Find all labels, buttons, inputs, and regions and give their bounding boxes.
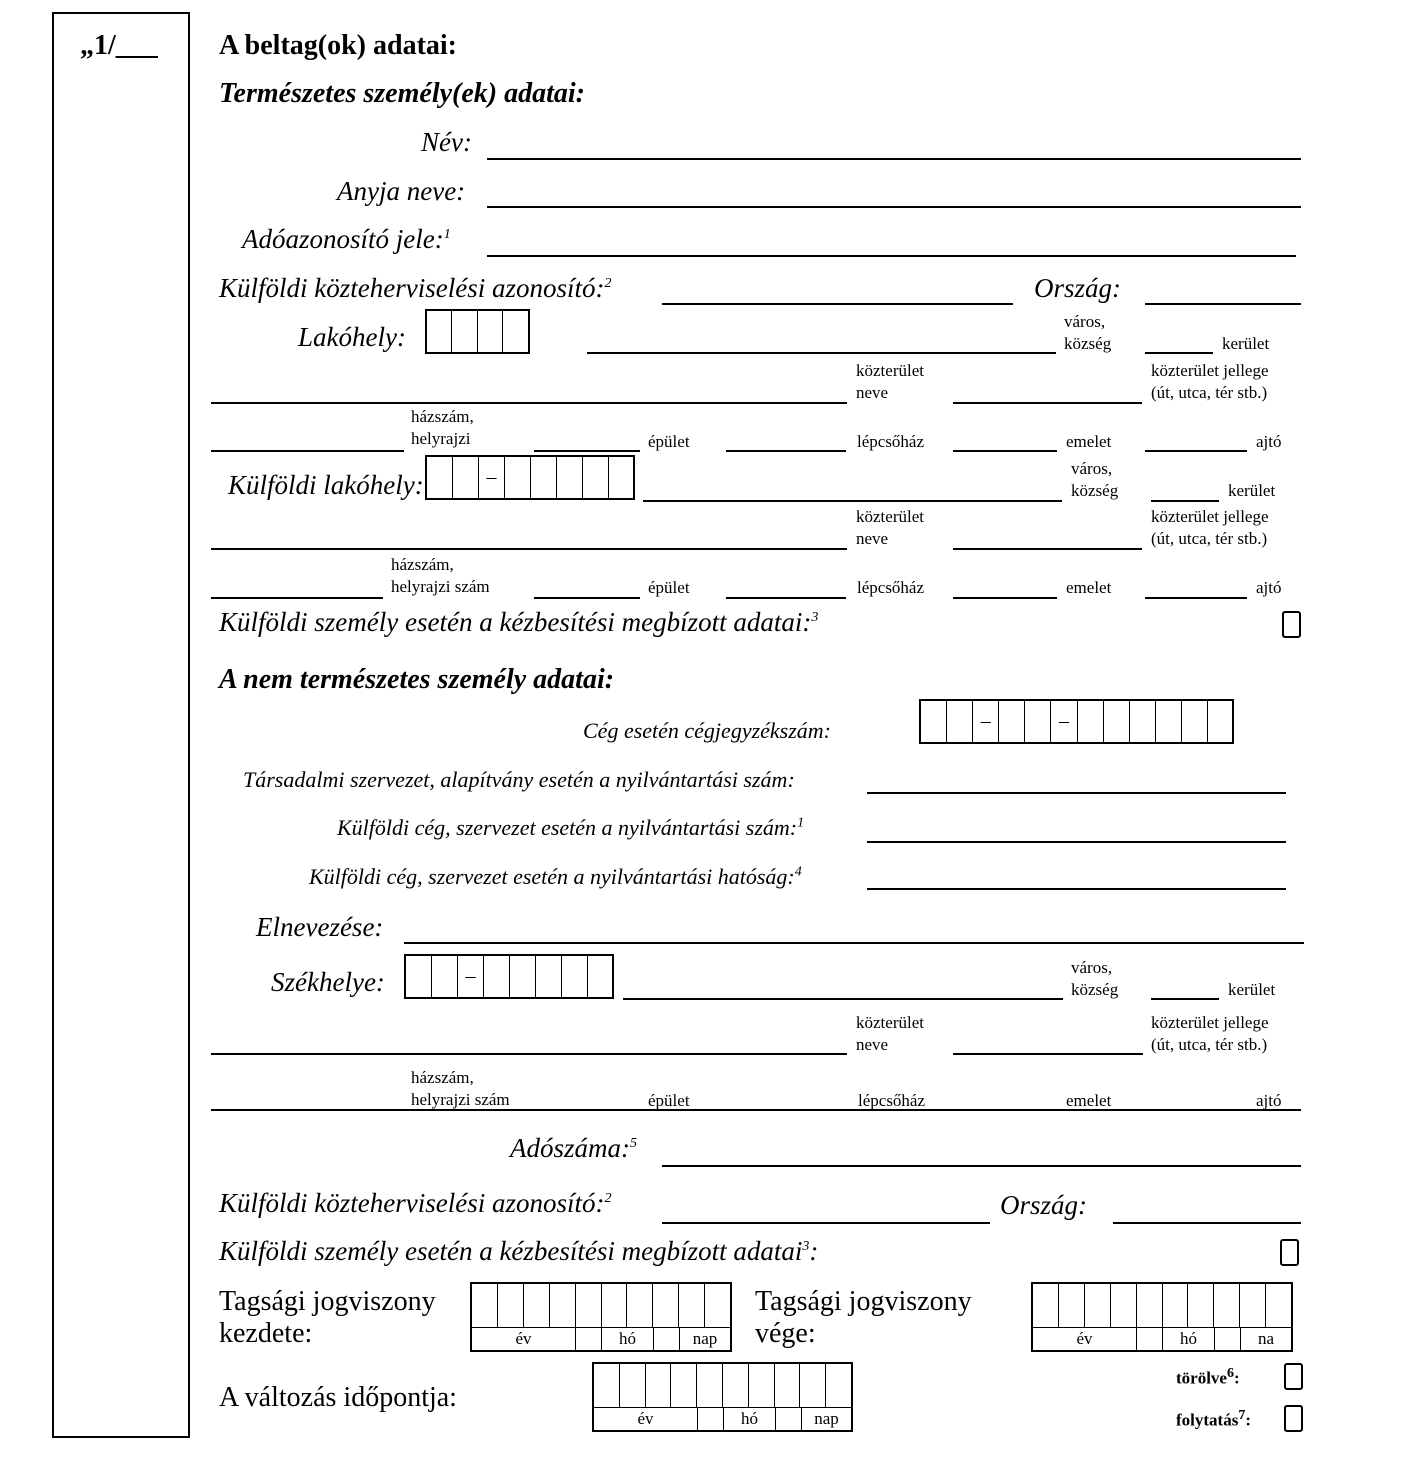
reg-cell[interactable] xyxy=(1208,701,1232,742)
postcode-dash-cell: – xyxy=(458,956,484,997)
foreign-district-field[interactable] xyxy=(1151,500,1219,502)
country-label: Ország: xyxy=(1034,273,1122,303)
residence-street-type-field[interactable] xyxy=(953,402,1142,404)
continued-checkbox[interactable] xyxy=(1284,1405,1303,1432)
district-label: kerület xyxy=(1228,481,1276,500)
left-margin-box xyxy=(52,12,190,1438)
foreign-postcode-boxes[interactable] xyxy=(425,455,635,500)
reg-cell[interactable] xyxy=(1156,701,1182,742)
legal-foreign-id-label: Külföldi közteherviselési azonosító:$^2$ xyxy=(219,1188,612,1218)
membership-start-date-grid[interactable] xyxy=(470,1282,732,1352)
reg-cell[interactable] xyxy=(947,701,973,742)
month-label: hó xyxy=(724,1408,776,1430)
house-number-label: házszám, helyrajzi szám xyxy=(391,555,490,596)
street-name-label: közterület neve xyxy=(856,507,924,548)
building-label: épület xyxy=(648,432,690,451)
postcode-cell[interactable] xyxy=(588,956,612,997)
company-reg-label: Cég esetén cégjegyzékszám: xyxy=(583,718,832,743)
postcode-cell[interactable] xyxy=(432,956,458,997)
house-number-label: házszám, helyrajzi xyxy=(411,407,474,448)
street-type-label: közterület jellege (út, utca, tér stb.) xyxy=(1151,507,1269,548)
year-label: év xyxy=(472,1328,576,1350)
foreign-reg-label: Külföldi cég, szervezet esetén a nyilvántartási szám:$^1$ xyxy=(337,815,805,840)
name-field[interactable] xyxy=(487,158,1301,160)
street-type-label: közterület jellege (út, utca, tér stb.) xyxy=(1151,1013,1269,1054)
month-label: hó xyxy=(1163,1328,1215,1350)
org-reg-field[interactable] xyxy=(867,792,1286,794)
residence-label: Lakóhely: xyxy=(298,322,406,352)
foreign-floor-field[interactable] xyxy=(953,597,1057,599)
postcode-cell[interactable] xyxy=(484,956,510,997)
change-date-label: A változás időpontja: xyxy=(219,1382,457,1413)
year-label: év xyxy=(594,1408,698,1430)
reg-cell[interactable] xyxy=(1130,701,1156,742)
city-label: város, község xyxy=(1064,312,1112,353)
building-label: épület xyxy=(648,578,690,597)
seat-district-field[interactable] xyxy=(1151,998,1219,1000)
legal-country-label: Ország: xyxy=(1000,1190,1088,1220)
foreign-street-field[interactable] xyxy=(211,548,847,550)
house-number-label: házszám, helyrajzi szám xyxy=(411,1068,510,1109)
seat-label: Székhelye: xyxy=(271,967,385,997)
residence-building-field[interactable] xyxy=(534,450,640,452)
stair-label: lépcsőház xyxy=(858,1091,926,1110)
floor-label: emelet xyxy=(1066,578,1112,597)
membership-end-label: Tagsági jogviszony vége: xyxy=(755,1286,972,1349)
residence-street-field[interactable] xyxy=(211,402,847,404)
postcode-cell[interactable] xyxy=(427,311,452,352)
postcode-cell[interactable] xyxy=(406,956,432,997)
foreign-city-field[interactable] xyxy=(643,500,1062,502)
reg-cell[interactable] xyxy=(1182,701,1208,742)
district-label: kerület xyxy=(1228,980,1276,999)
continued-label: folytatás$^7$: xyxy=(1176,1408,1251,1430)
org-reg-label: Társadalmi szervezet, alapítvány esetén a nyilvántartási szám: xyxy=(243,767,795,792)
legal-foreign-id-field[interactable] xyxy=(662,1222,990,1224)
reg-cell[interactable] xyxy=(1078,701,1104,742)
postcode-cell[interactable] xyxy=(453,457,479,498)
foreign-door-field[interactable] xyxy=(1145,597,1247,599)
postcode-cell[interactable] xyxy=(478,311,503,352)
residence-door-field[interactable] xyxy=(1145,450,1247,452)
foreign-id-field[interactable] xyxy=(662,303,1013,305)
seat-street-type-field[interactable] xyxy=(953,1053,1143,1055)
postcode-cell[interactable] xyxy=(531,457,557,498)
street-name-label: közterület neve xyxy=(856,1013,924,1054)
section-title: A beltag(ok) adatai: xyxy=(219,30,457,61)
city-label: város, község xyxy=(1071,459,1119,500)
street-name-label: közterület neve xyxy=(856,361,924,402)
residence-district-field[interactable] xyxy=(1145,352,1213,354)
tax-id-label: Adóazonosító jele:$^1$ xyxy=(242,224,451,254)
tax-number-field[interactable] xyxy=(662,1165,1301,1167)
city-label: város, község xyxy=(1071,958,1119,999)
day-label: nap xyxy=(814,1409,839,1428)
entity-name-label: Elnevezése: xyxy=(256,912,384,942)
tax-id-field[interactable] xyxy=(487,255,1296,257)
tax-number-label: Adószáma:$^5$ xyxy=(510,1133,637,1163)
membership-end-date-grid[interactable] xyxy=(1031,1282,1293,1352)
postcode-cell[interactable] xyxy=(510,956,536,997)
foreign-id-label: Külföldi közteherviselési azonosító:$^2$ xyxy=(219,273,612,303)
year-label: év xyxy=(1033,1328,1137,1350)
stair-label: lépcsőház xyxy=(857,578,925,597)
membership-start-label: Tagsági jogviszony kezdete: xyxy=(219,1286,436,1349)
residence-city-field[interactable] xyxy=(587,352,1056,354)
door-label: ajtó xyxy=(1256,1091,1282,1110)
natural-person-title: Természetes személy(ek) adatai: xyxy=(219,78,585,109)
district-label: kerület xyxy=(1222,334,1270,353)
building-label: épület xyxy=(648,1091,690,1110)
entity-name-field[interactable] xyxy=(404,942,1304,944)
stair-label: lépcsőház xyxy=(857,432,925,451)
residence-postcode-boxes[interactable] xyxy=(425,309,530,354)
legal-person-title: A nem természetes személy adatai: xyxy=(219,664,615,695)
name-label: Név: xyxy=(421,127,472,157)
foreign-auth-label: Külföldi cég, szervezet esetén a nyilvántartási hatóság:$^4$ xyxy=(309,864,802,889)
postcode-cell[interactable] xyxy=(427,457,453,498)
postcode-cell[interactable] xyxy=(562,956,588,997)
seat-street-field[interactable] xyxy=(211,1053,847,1055)
seat-address-line[interactable] xyxy=(211,1109,1301,1111)
reg-cell[interactable] xyxy=(921,701,947,742)
deleted-checkbox[interactable] xyxy=(1284,1363,1303,1390)
delivery-agent-checkbox[interactable] xyxy=(1282,611,1301,638)
deleted-label: törölve$^6$: xyxy=(1176,1366,1240,1388)
door-label: ajtó xyxy=(1256,578,1282,597)
reg-dash-cell: – xyxy=(973,701,999,742)
residence-floor-field[interactable] xyxy=(953,450,1057,452)
foreign-house-field[interactable] xyxy=(211,597,383,599)
foreign-street-type-field[interactable] xyxy=(953,548,1142,550)
day-label: na xyxy=(1257,1329,1275,1348)
door-label: ajtó xyxy=(1256,432,1282,451)
company-reg-boxes[interactable] xyxy=(919,699,1234,744)
postcode-dash-cell: – xyxy=(479,457,505,498)
seat-postcode-boxes[interactable] xyxy=(404,954,614,999)
street-type-label: közterület jellege (út, utca, tér stb.) xyxy=(1151,361,1269,402)
residence-stair-field[interactable] xyxy=(726,450,846,452)
postcode-cell[interactable] xyxy=(583,457,609,498)
foreign-building-field[interactable] xyxy=(534,597,640,599)
country-field[interactable] xyxy=(1145,303,1301,305)
postcode-cell[interactable] xyxy=(609,457,633,498)
residence-house-field[interactable] xyxy=(211,450,404,452)
floor-label: emelet xyxy=(1066,432,1112,451)
foreign-auth-field[interactable] xyxy=(867,888,1286,890)
form-id: „1/___ xyxy=(80,30,158,61)
legal-delivery-agent-checkbox[interactable] xyxy=(1280,1239,1299,1266)
legal-delivery-agent-label: Külföldi személy esetén a kézbesítési megbízott adatai$^3$: xyxy=(219,1236,819,1266)
postcode-cell[interactable] xyxy=(557,457,583,498)
floor-label: emelet xyxy=(1066,1091,1112,1110)
mother-name-label: Anyja neve: xyxy=(337,176,466,206)
change-date-grid[interactable] xyxy=(592,1362,853,1432)
postcode-cell[interactable] xyxy=(503,311,528,352)
postcode-cell[interactable] xyxy=(452,311,477,352)
mother-name-field[interactable] xyxy=(487,206,1301,208)
foreign-residence-label: Külföldi lakóhely: xyxy=(228,470,424,500)
month-label: hó xyxy=(602,1328,654,1350)
reg-cell[interactable] xyxy=(999,701,1025,742)
reg-dash-cell: – xyxy=(1051,701,1077,742)
delivery-agent-label: Külföldi személy esetén a kézbesítési megbízott adatai:$^3$ xyxy=(219,607,819,637)
reg-cell[interactable] xyxy=(1104,701,1130,742)
legal-country-field[interactable] xyxy=(1113,1222,1301,1224)
postcode-cell[interactable] xyxy=(536,956,562,997)
day-label: nap xyxy=(692,1329,718,1348)
foreign-stair-field[interactable] xyxy=(726,597,846,599)
foreign-reg-field[interactable] xyxy=(867,841,1286,843)
reg-cell[interactable] xyxy=(1025,701,1051,742)
postcode-cell[interactable] xyxy=(505,457,531,498)
seat-city-field[interactable] xyxy=(623,998,1063,1000)
